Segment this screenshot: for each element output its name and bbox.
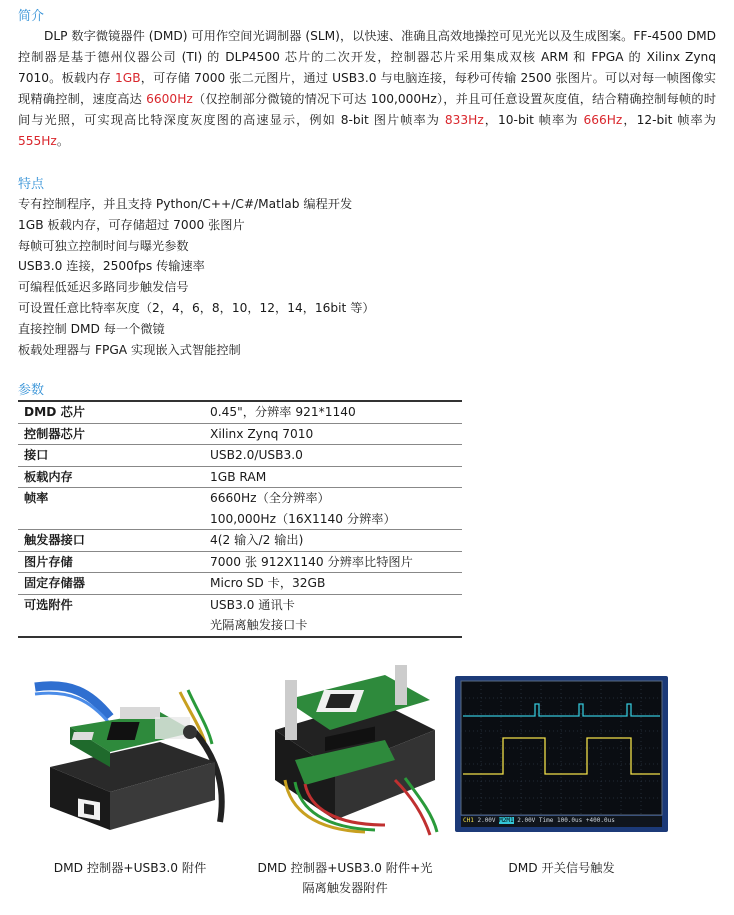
table-row	[18, 423, 462, 445]
table-row	[18, 594, 462, 637]
param-value: 1GB RAM	[204, 466, 462, 488]
photo-controller-isolation	[255, 660, 440, 840]
photo-controller-isolation-illustration	[255, 660, 440, 840]
param-key: 触发器接口	[18, 530, 204, 552]
param-value-line: 6660Hz（全分辨率）	[210, 491, 330, 505]
param-value: 7000 张 912X1140 分辨率比特图片	[204, 551, 462, 573]
scope-status-bar	[463, 817, 615, 824]
scope-ch2-scale: 2.00V	[517, 817, 536, 824]
scope-time: Time 100.0us	[538, 817, 583, 824]
param-value-line: USB3.0 通讯卡	[210, 597, 295, 612]
param-value	[204, 594, 462, 637]
photo-controller-usb	[30, 672, 230, 832]
table-row	[18, 530, 462, 552]
list-item: 可编程低延迟多路同步触发信号	[18, 280, 189, 295]
table-row	[18, 445, 462, 467]
param-key: 控制器芯片	[18, 423, 204, 445]
intro-paragraph: DLP 数字微镜器件 (DMD) 可用作空间光调制器 (SLM)，以快速、准确且高效地操控可见光光以及生成图案。FF-4500 DMD 控制器是基于德州仪器公司 (TI) 的 DLP4500 芯片的二次开发，控制器芯片采用集成双核 ARM 和 FPGA 的 Xilinx Zynq 7010。板载内存 1GB，可存储 7000 张二元图片，通过 USB3.0 与电脑连接，每秒可传输 2500 张图片。可以对每一帧图像实现精确控制，速度高达 6600Hz（仅控制部分微镜的情况下可达 100,000Hz），并且可任意设置灰度值，结合精确控制每帧的时间与光照，可实现高比特深度灰度图的高速显示，例如 8-bit 图片帧率为 833Hz，10-bit 帧率为 666Hz，12-bit 帧率为 555Hz。	[18, 29, 717, 148]
param-value	[204, 488, 462, 530]
list-item: 每帧可独立控制时间与曝光参数	[18, 238, 189, 253]
list-item: 板载处理器与 FPGA 实现嵌入式智能控制	[18, 342, 241, 357]
list-item: 直接控制 DMD 每一个微镜	[18, 321, 165, 336]
list-item: 专有控制程序，并且支持 Python/C++/C#/Matlab 编程开发	[18, 197, 353, 211]
table-row	[18, 488, 462, 530]
param-key: 板载内存	[18, 466, 204, 488]
intro-title: 简介	[18, 9, 45, 24]
caption-line: DMD 控制器+USB3.0 附件+光	[257, 861, 433, 875]
scope-offset: +400.0us	[585, 817, 615, 824]
list-item: 1GB 板载内存，可存储超过 7000 张图片	[18, 217, 245, 232]
caption-photo-3: DMD 开关信号触发	[508, 861, 615, 875]
features-title: 特点	[18, 177, 45, 192]
param-value: Micro SD 卡，32GB	[204, 573, 462, 595]
features-list	[18, 194, 618, 360]
table-row	[18, 466, 462, 488]
scope-ch1-scale: 2.00V	[477, 817, 496, 824]
params-title: 参数	[18, 383, 45, 398]
list-item: 可设置任意比特率灰度（2，4，6，8，10，12，14，16bit 等）	[18, 300, 375, 315]
caption-photo-2	[240, 858, 450, 898]
list-item: USB3.0 连接，2500fps 传输速率	[18, 259, 205, 274]
param-value-line: 100,000Hz（16X1140 分辨率）	[210, 511, 396, 526]
param-value: Xilinx Zynq 7010	[204, 423, 462, 445]
param-key: 可选附件	[18, 594, 204, 637]
param-value: 0.45"，分辨率 921*1140	[204, 401, 462, 423]
param-value-line: 光隔离触发接口卡	[210, 618, 308, 632]
caption-photo-1: DMD 控制器+USB3.0 附件	[53, 861, 207, 875]
oscilloscope-screen	[455, 676, 668, 832]
table-row	[18, 573, 462, 595]
scope-ch1-label: CH1	[463, 817, 474, 824]
table-row	[18, 551, 462, 573]
photo-oscilloscope	[455, 676, 668, 832]
param-key: 图片存储	[18, 551, 204, 573]
param-value: 4(2 输入/2 输出)	[204, 530, 462, 552]
scope-mode: M2M1	[499, 817, 514, 824]
table-row	[18, 401, 462, 423]
param-value: USB2.0/USB3.0	[204, 445, 462, 467]
photo-controller-usb-illustration	[30, 672, 230, 832]
param-key: 固定存储器	[18, 573, 204, 595]
caption-line: 隔离触发器附件	[302, 881, 388, 895]
params-table	[18, 400, 462, 638]
param-key: 接口	[18, 445, 204, 467]
param-key: 帧率	[18, 488, 204, 530]
param-key: DMD 芯片	[18, 401, 204, 423]
